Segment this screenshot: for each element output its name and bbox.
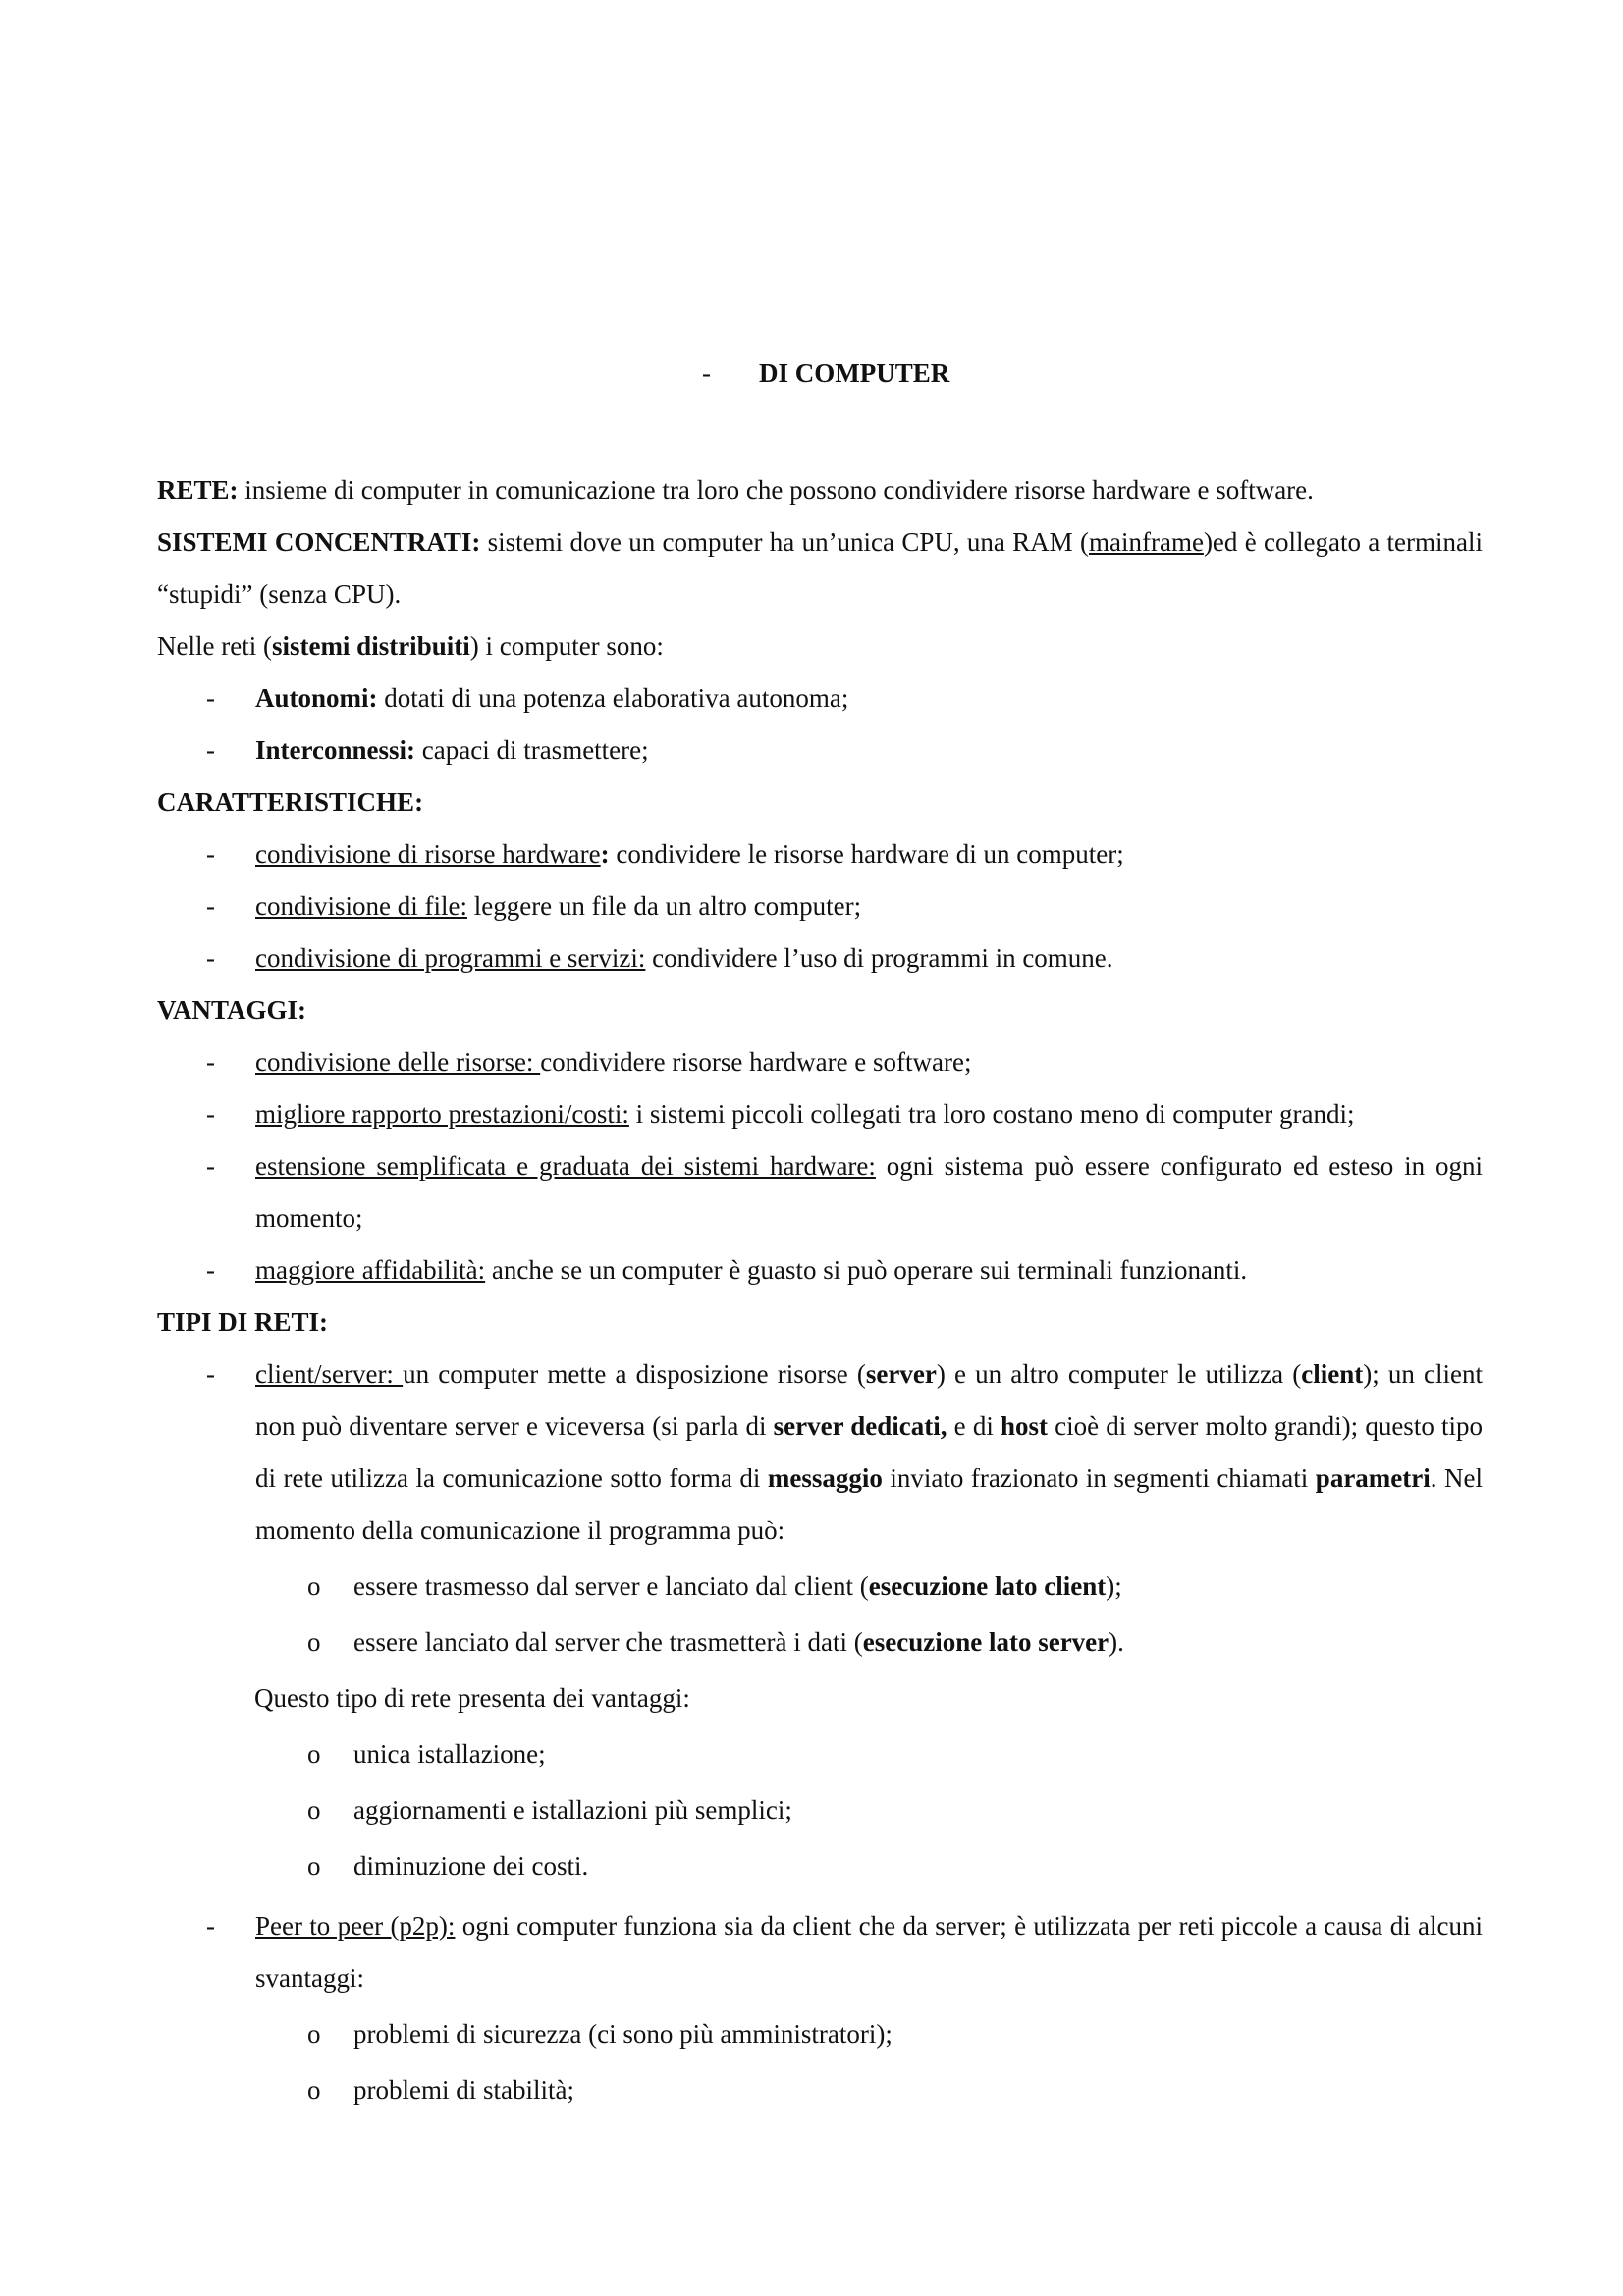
p2p-svantaggi-list (255, 2008, 1483, 2116)
sistemi-concentrati-definition: SISTEMI CONCENTRATI: sistemi dove un computer ha un’unica CPU, una RAM (mainframe)ed è collegato a terminali “stupidi” (senza CPU). (157, 527, 1483, 609)
spacer (157, 1893, 1483, 1900)
list-item: - Interconnessi: capaci di trasmettere; (206, 735, 649, 765)
list-item: - migliore rapporto prestazioni/costi: i sistemi piccoli collegati tra loro costano meno di computer grandi; (206, 1099, 1355, 1129)
list-item: - Autonomi: dotati di una potenza elaborativa autonoma; (206, 683, 849, 713)
list-item: - estensione semplificata e graduata dei sistemi hardware: ogni sistema può essere configurato ed esteso in ogni momento; (206, 1151, 1484, 1233)
title-text: DI COMPUTER (759, 358, 950, 388)
list-item: o problemi di sicurezza (ci sono più amministratori); (307, 2019, 893, 2049)
p2p-item: - Peer to peer (p2p): ogni computer funziona sia da client che da server; è utilizzata per reti piccole a causa di alcuni svantaggi: o problemi di sicurezza (ci sono più amministratori); o problemi di stabilità; (157, 1900, 1483, 2116)
list-item: o aggiornamenti e istallazioni più semplici; (307, 1795, 792, 1825)
tipi-di-reti-heading: TIPI DI RETI: (157, 1308, 329, 1337)
tipi-di-reti-list (157, 1349, 1483, 2116)
list-item: - condivisione di file: leggere un file da un altro computer; (206, 891, 862, 921)
nelle-reti-intro: Nelle reti (sistemi distribuiti) i computer sono: (157, 631, 664, 661)
list-item: o diminuzione dei costi. (307, 1851, 589, 1881)
nelle-reti-list (157, 672, 1483, 776)
rete-definition: RETE: insieme di computer in comunicazione tra loro che possono condividere risorse hardware e software. (157, 475, 1314, 505)
execution-list (255, 1561, 1483, 1669)
list-item: - condivisione di programmi e servizi: condividere l’uso di programmi in comune. (206, 943, 1113, 973)
vantaggi-list (157, 1037, 1483, 1297)
list-item: o problemi di stabilità; (307, 2075, 574, 2105)
list-item: - maggiore affidabilità: anche se un computer è guasto si può operare sui terminali funzionanti. (206, 1255, 1248, 1285)
document-title (157, 358, 1483, 401)
caratteristiche-heading: CARATTERISTICHE: (157, 787, 424, 817)
title-marker: - (702, 358, 711, 388)
list-item: o essere lanciato dal server che trasmetterà i dati (esecuzione lato server). (307, 1628, 1124, 1657)
list-item: o unica istallazione; (307, 1739, 546, 1769)
document-page (157, 358, 1483, 2116)
client-server-vantaggi-list (255, 1729, 1483, 1893)
list-item: - condivisione di risorse hardware: condividere le risorse hardware di un computer; (206, 839, 1124, 869)
client-server-item: - client/server: un computer mette a disposizione risorse (server) e un altro computer le utilizza (client); un client non può diventare server e viceversa (si parla di server dedicati, e di host cioè di server molto grandi); questo tipo di rete utilizza la comunicazione sotto forma di messaggio inviato frazionato in segmenti chiamati parametri. Nel momento della comunicazione il programma può: o essere trasmesso dal server e lanciato dal client (esecuzione lato client); o essere lanciato dal server che trasmetterà i dati (esecuzione lato server). Questo tipo di rete presenta dei vantaggi: o unica istallazione; o aggiornamenti e istallazioni più semplici; o diminuzione dei costi. (157, 1349, 1483, 1893)
caratteristiche-list (157, 828, 1483, 985)
vantaggi-intro: Questo tipo di rete presenta dei vantaggi: (254, 1683, 690, 1713)
mainframe-term: mainframe (1088, 527, 1204, 557)
list-item: o essere trasmesso dal server e lanciato dal client (esecuzione lato client); (307, 1572, 1122, 1601)
vantaggi-heading: VANTAGGI: (157, 995, 307, 1025)
list-item: - condivisione delle risorse: condividere risorse hardware e software; (206, 1047, 972, 1077)
